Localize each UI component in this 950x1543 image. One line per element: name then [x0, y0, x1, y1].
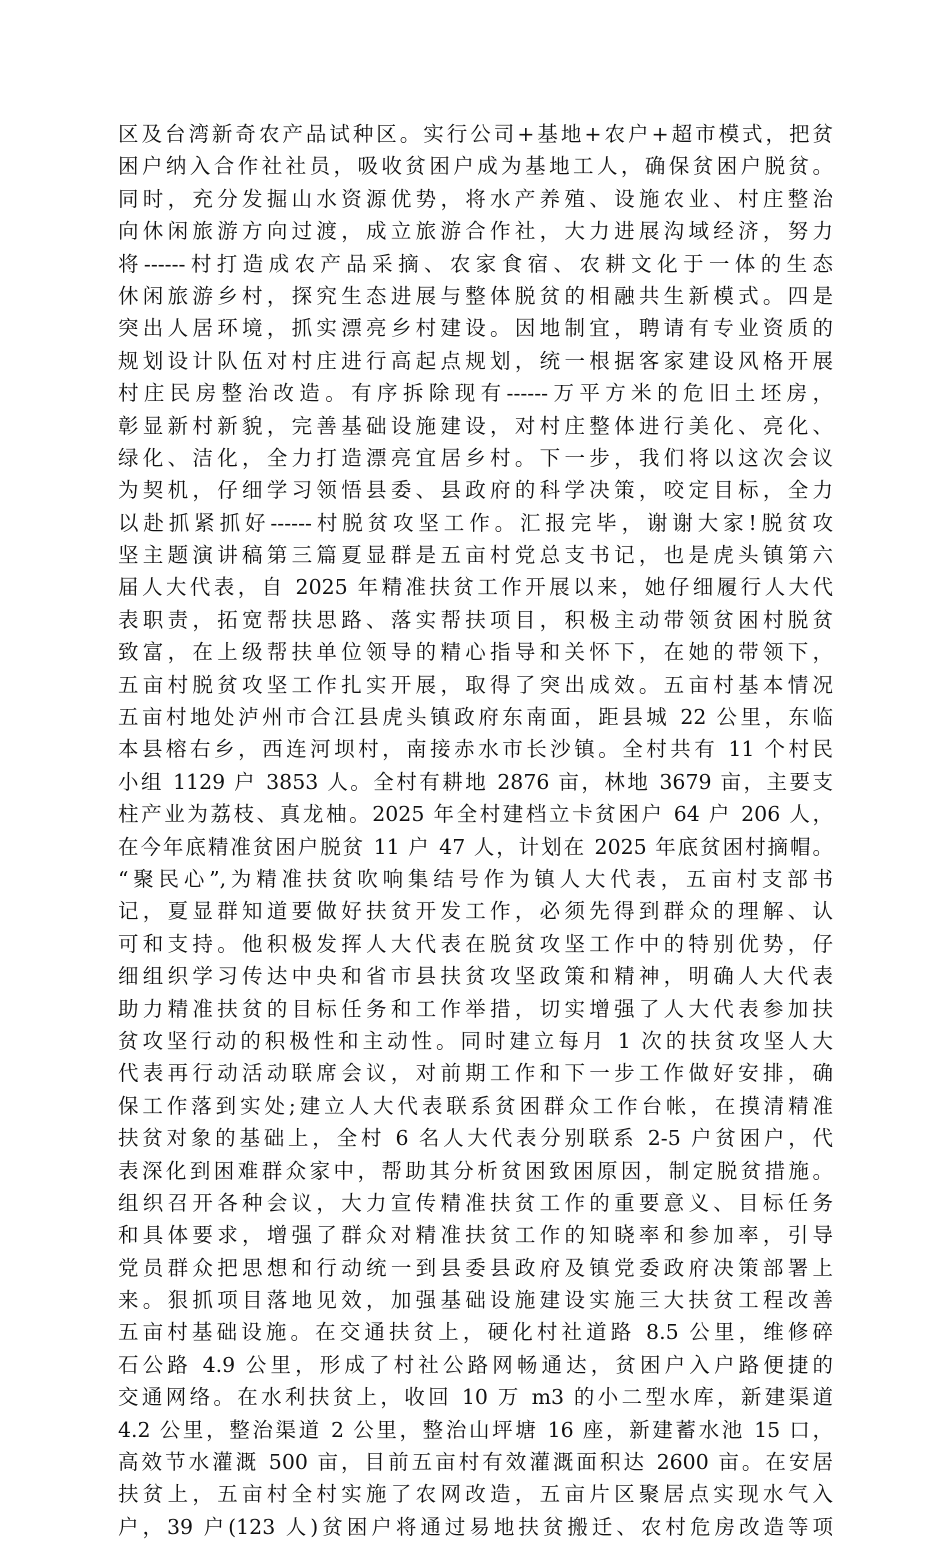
document-body [118, 118, 833, 1543]
text-line: 为契机，仔细学习领悟县委、县政府的科学决策，咬定目标，全力 [118, 478, 833, 503]
text-line: 扶贫上，五亩村全村实施了农网改造，五亩片区聚居点实现水气入 [118, 1482, 833, 1507]
text-line: 表职责，拓宽帮扶思路、落实帮扶项目，积极主动带领贫困村脱贫 [118, 607, 833, 632]
text-line: 将------村打造成农产品采摘、农家食宿、农耕文化于一体的生态 [118, 251, 833, 276]
text-line: 向休闲旅游方向过渡，成立旅游合作社，大力进展沟域经济，努力 [118, 219, 833, 244]
text-line: 届人大代表，自 2025 年精准扶贫工作开展以来，她仔细履行人大代 [118, 575, 833, 600]
text-line: 本县榕右乡，西连河坝村，南接赤水市长沙镇。全村共有 11 个村民 [118, 737, 833, 762]
text-line: 绿化、洁化，全力打造漂亮宜居乡村。下一步，我们将以这次会议 [118, 445, 833, 470]
text-line: 区及台湾新奇农产品试种区。实行公司+基地+农户+超市模式，把贫 [118, 122, 833, 146]
text-line: 细组织学习传达中央和省市县扶贫攻坚政策和精神，明确人大代表 [118, 964, 833, 989]
text-line: 柱产业为荔枝、真龙柚。2025 年全村建档立卡贫困户 64 户 206 人， [118, 802, 833, 827]
text-line: 交通网络。在水利扶贫上，收回 10 万 m3 的小二型水库，新建渠道 [118, 1385, 833, 1410]
text-line: 保工作落到实处;建立人大代表联系贫困群众工作台帐，在摸清精准 [118, 1093, 833, 1118]
text-line: 党员群众把思想和行动统一到县委县政府及镇党委政府决策部署上 [118, 1255, 833, 1280]
text-line: 致富，在上级帮扶单位领导的精心指导和关怀下，在她的带领下， [118, 640, 833, 665]
text-line: 突出人居环境，抓实漂亮乡村建设。因地制宜，聘请有专业资质的 [118, 316, 833, 341]
text-line: 小组 1129 户 3853 人。全村有耕地 2876 亩，林地 3679 亩，主要支 [118, 769, 833, 794]
text-line: “聚民心”,为精准扶贫吹响集结号作为镇人大代表，五亩村支部书 [118, 866, 833, 891]
text-line: 困户纳入合作社社员，吸收贫困户成为基地工人，确保贫困户脱贫。 [118, 154, 833, 179]
text-line: 户，39 户(123 人)贫困户将通过易地扶贫搬迁、农村危房改造等项 [118, 1514, 833, 1539]
text-line: 坚主题演讲稿第三篇夏显群是五亩村党总支书记，也是虎头镇第六 [118, 543, 833, 568]
text-line: 记，夏显群知道要做好扶贫开发工作，必须先得到群众的理解、认 [118, 899, 833, 924]
text-line: 可和支持。他积极发挥人大代表在脱贫攻坚工作中的特别优势，仔 [118, 931, 833, 956]
text-line: 组织召开各种会议，大力宣传精准扶贫工作的重要意义、目标任务 [118, 1190, 833, 1215]
text-line: 在今年底精准贫困户脱贫 11 户 47 人，计划在 2025 年底贫困村摘帽。 [118, 834, 833, 859]
text-line: 五亩村脱贫攻坚工作扎实开展，取得了突出成效。五亩村基本情况 [118, 672, 833, 697]
text-line: 来。狠抓项目落地见效，加强基础设施建设实施三大扶贫工程改善 [118, 1288, 833, 1313]
text-line: 以赴抓紧抓好------村脱贫攻坚工作。汇报完毕，谢谢大家!脱贫攻 [118, 510, 833, 535]
text-line: 彰显新村新貌，完善基础设施建设，对村庄整体进行美化、亮化、 [118, 413, 833, 438]
text-line: 和具体要求，增强了群众对精准扶贫工作的知晓率和参加率，引导 [118, 1223, 833, 1248]
text-line: 扶贫对象的基础上，全村 6 名人大代表分别联系 2-5 户贫困户，代 [118, 1126, 833, 1151]
text-line: 休闲旅游乡村，探究生态进展与整体脱贫的相融共生新模式。四是 [118, 283, 833, 308]
text-line: 高效节水灌溉 500 亩，目前五亩村有效灌溉面积达 2600 亩。在安居 [118, 1450, 833, 1475]
text-line: 助力精准扶贫的目标任务和工作举措，切实增强了人大代表参加扶 [118, 996, 833, 1021]
text-line: 五亩村基础设施。在交通扶贫上，硬化村社道路 8.5 公里，维修碎 [118, 1320, 833, 1345]
text-line: 代表再行动活动联席会议，对前期工作和下一步工作做好安排，确 [118, 1061, 833, 1086]
text-line: 同时，充分发掘山水资源优势，将水产养殖、设施农业、村庄整治 [118, 186, 833, 211]
text-line: 贫攻坚行动的积极性和主动性。同时建立每月 1 次的扶贫攻坚人大 [118, 1028, 833, 1053]
text-line: 村庄民房整治改造。有序拆除现有------万平方米的危旧土坯房， [118, 381, 833, 406]
text-line: 规划设计队伍对村庄进行高起点规划，统一根据客家建设风格开展 [118, 348, 833, 373]
text-line: 4.2 公里，整治渠道 2 公里，整治山坪塘 16 座，新建蓄水池 15 口， [118, 1417, 833, 1442]
text-line: 石公路 4.9 公里，形成了村社公路网畅通达，贫困户入户路便捷的 [118, 1352, 833, 1377]
text-line: 表深化到困难群众家中，帮助其分析贫困致困原因，制定脱贫措施。 [118, 1158, 833, 1183]
text-line: 五亩村地处泸州市合江县虎头镇政府东南面，距县城 22 公里，东临 [118, 705, 833, 730]
